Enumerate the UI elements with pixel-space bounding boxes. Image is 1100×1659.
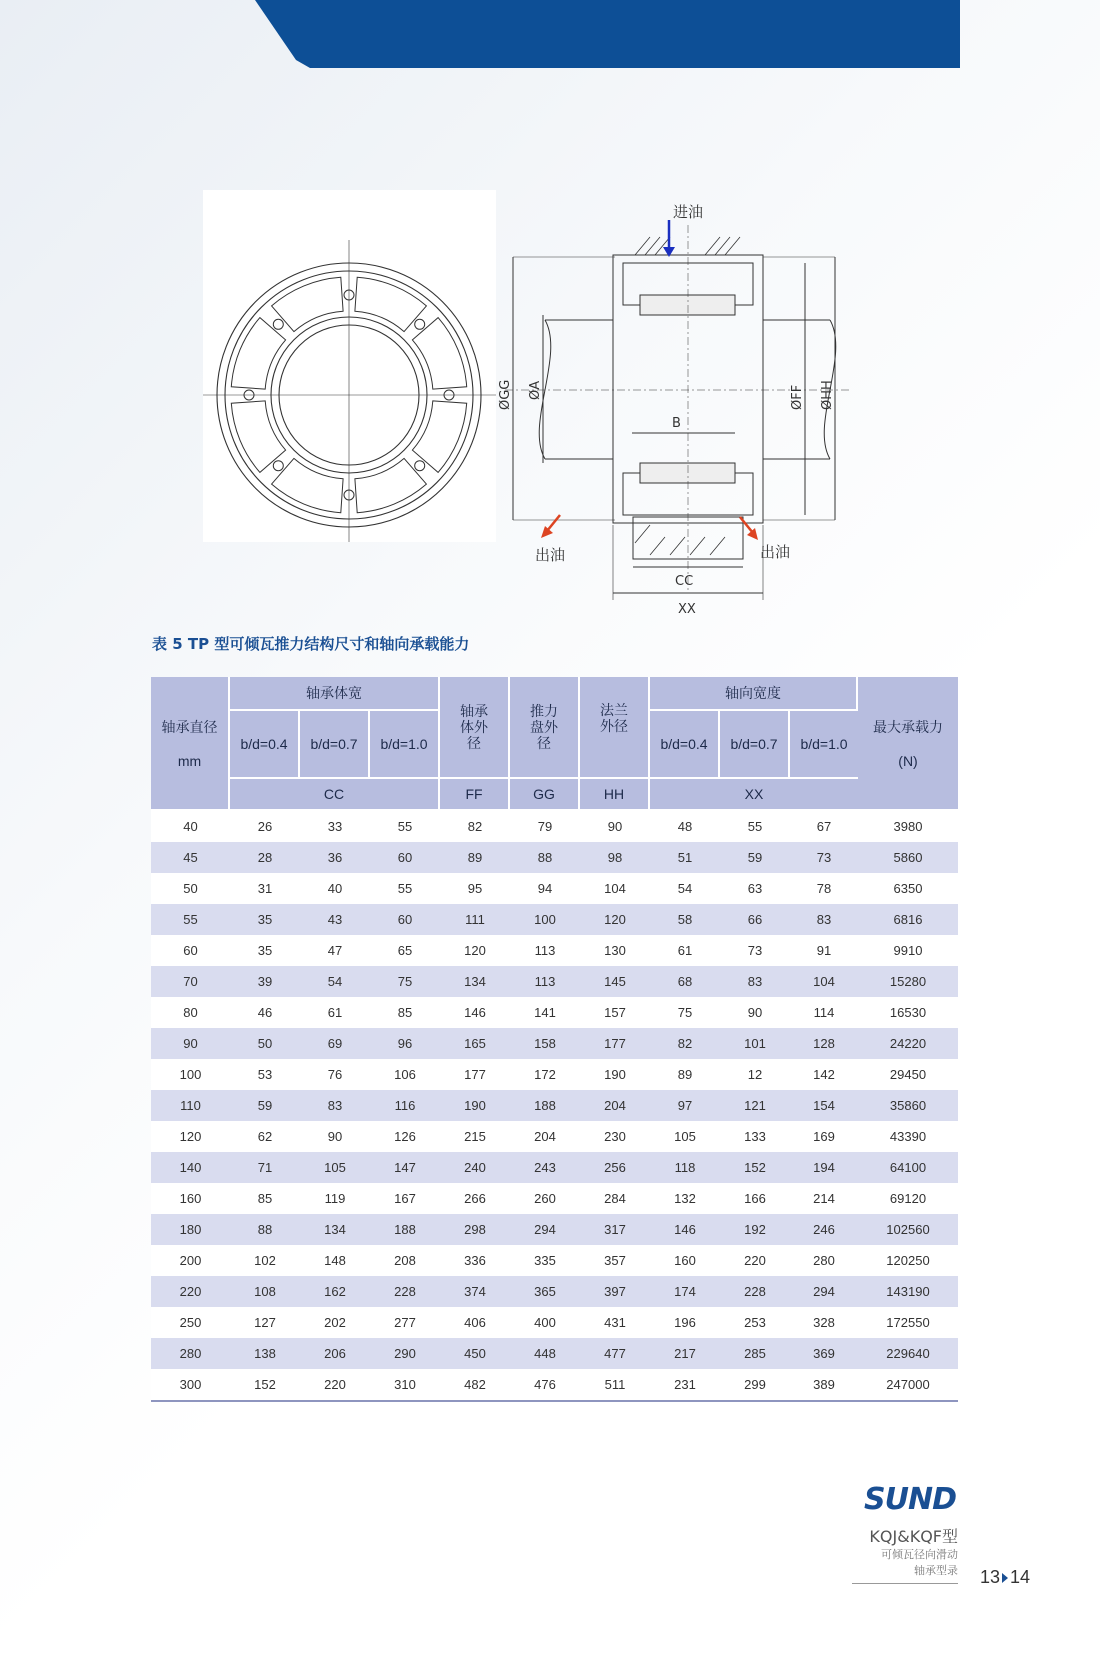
table-cell: 188	[370, 1214, 440, 1245]
header-bd-04: b/d=0.4	[230, 711, 300, 779]
table-cell: 5860	[858, 842, 958, 873]
table-cell: 75	[650, 997, 720, 1028]
bearing-front-view	[203, 190, 496, 542]
table-cell: 55	[151, 904, 230, 935]
table-cell: 482	[440, 1369, 510, 1402]
table-cell: 47	[300, 935, 370, 966]
table-cell: 167	[370, 1183, 440, 1214]
dim-a: ØA	[528, 380, 543, 400]
dim-gg: ØGG	[498, 379, 513, 410]
header-thrust-disc: 推力盘外径	[510, 677, 580, 779]
table-cell: 85	[370, 997, 440, 1028]
table-cell: 79	[510, 811, 580, 842]
table-cell: 230	[580, 1121, 650, 1152]
table-cell: 55	[370, 873, 440, 904]
table-cell: 294	[790, 1276, 858, 1307]
tilting-pad	[231, 318, 285, 390]
table-cell: 208	[370, 1245, 440, 1276]
table-cell: 266	[440, 1183, 510, 1214]
header-ff: FF	[440, 779, 510, 811]
table-cell: 121	[720, 1090, 790, 1121]
table-cell: 28	[230, 842, 300, 873]
tilting-pad	[272, 277, 344, 331]
table-row	[151, 1090, 958, 1121]
brand-subtitle-2: 轴承型录	[914, 1564, 958, 1577]
table-cell: 290	[370, 1338, 440, 1369]
table-cell: 96	[370, 1028, 440, 1059]
dim-b: B	[672, 416, 681, 431]
table-cell: 190	[580, 1059, 650, 1090]
table-row	[151, 873, 958, 904]
table-cell: 243	[510, 1152, 580, 1183]
table-cell: 35	[230, 904, 300, 935]
table-cell: 400	[510, 1307, 580, 1338]
table-cell: 78	[790, 873, 858, 904]
table-cell: 116	[370, 1090, 440, 1121]
table-cell: 140	[151, 1152, 230, 1183]
table-cell: 43	[300, 904, 370, 935]
table-cell: 60	[370, 904, 440, 935]
table-cell: 36	[300, 842, 370, 873]
table-row	[151, 1028, 958, 1059]
table-cell: 83	[720, 966, 790, 997]
spec-table	[151, 677, 958, 1402]
table-cell: 82	[440, 811, 510, 842]
table-cell: 300	[151, 1369, 230, 1402]
table-cell: 53	[230, 1059, 300, 1090]
table-cell: 192	[720, 1214, 790, 1245]
table-cell: 16530	[858, 997, 958, 1028]
table-cell: 114	[790, 997, 858, 1028]
table-cell: 60	[370, 842, 440, 873]
header-bd-10: b/d=1.0	[370, 711, 440, 779]
table-cell: 141	[510, 997, 580, 1028]
table-cell: 369	[790, 1338, 858, 1369]
table-cell: 90	[151, 1028, 230, 1059]
table-cell: 63	[720, 873, 790, 904]
table-cell: 61	[650, 935, 720, 966]
table-cell: 119	[300, 1183, 370, 1214]
table-cell: 60	[151, 935, 230, 966]
table-cell: 247000	[858, 1369, 958, 1402]
header-xx: XX	[650, 779, 858, 811]
table-cell: 188	[510, 1090, 580, 1121]
table-cell: 132	[650, 1183, 720, 1214]
table-cell: 174	[650, 1276, 720, 1307]
tilting-pad	[412, 401, 466, 473]
table-cell: 220	[151, 1276, 230, 1307]
table-cell: 64100	[858, 1152, 958, 1183]
table-cell: 31	[230, 873, 300, 904]
table-cell: 196	[650, 1307, 720, 1338]
table-cell: 110	[151, 1090, 230, 1121]
table-cell: 120	[580, 904, 650, 935]
pivot-pin	[273, 461, 283, 471]
table-cell: 214	[790, 1183, 858, 1214]
dim-hh: ØHH	[820, 380, 835, 410]
table-cell: 134	[300, 1214, 370, 1245]
table-row	[151, 1338, 958, 1369]
oil-out-right-label: 出油	[760, 543, 791, 561]
table-cell: 12	[720, 1059, 790, 1090]
sund-logo	[818, 1482, 958, 1517]
page-number	[980, 1567, 1030, 1588]
table-cell: 406	[440, 1307, 510, 1338]
dim-ff: ØFF	[790, 384, 805, 410]
dim-cc: CC	[675, 574, 694, 589]
table-cell: 94	[510, 873, 580, 904]
table-cell: 88	[510, 842, 580, 873]
table-cell: 397	[580, 1276, 650, 1307]
table-cell: 160	[650, 1245, 720, 1276]
table-cell: 146	[440, 997, 510, 1028]
table-cell: 58	[650, 904, 720, 935]
table-cell: 374	[440, 1276, 510, 1307]
table-row	[151, 1307, 958, 1338]
table-cell: 260	[510, 1183, 580, 1214]
table-cell: 157	[580, 997, 650, 1028]
table-cell: 147	[370, 1152, 440, 1183]
table-cell: 172550	[858, 1307, 958, 1338]
oil-out-left-label: 出油	[535, 546, 566, 564]
table-cell: 285	[720, 1338, 790, 1369]
table-cell: 105	[650, 1121, 720, 1152]
table-cell: 228	[370, 1276, 440, 1307]
table-row	[151, 1369, 958, 1402]
table-cell: 75	[370, 966, 440, 997]
table-cell: 142	[790, 1059, 858, 1090]
table-cell: 6350	[858, 873, 958, 904]
table-cell: 476	[510, 1369, 580, 1402]
table-cell: 160	[151, 1183, 230, 1214]
table-cell: 66	[720, 904, 790, 935]
table-cell: 148	[300, 1245, 370, 1276]
table-cell: 180	[151, 1214, 230, 1245]
pivot-pin	[273, 319, 283, 329]
table-cell: 172	[510, 1059, 580, 1090]
table-cell: 50	[151, 873, 230, 904]
table-cell: 511	[580, 1369, 650, 1402]
table-cell: 98	[580, 842, 650, 873]
table-cell: 3980	[858, 811, 958, 842]
table-cell: 448	[510, 1338, 580, 1369]
table-cell: 133	[720, 1121, 790, 1152]
table-cell: 90	[300, 1121, 370, 1152]
table-cell: 166	[720, 1183, 790, 1214]
pivot-pin	[415, 461, 425, 471]
table-cell: 165	[440, 1028, 510, 1059]
table-cell: 335	[510, 1245, 580, 1276]
header-hh: HH	[580, 779, 650, 811]
table-cell: 55	[720, 811, 790, 842]
table-cell: 102560	[858, 1214, 958, 1245]
header-body-width: 轴承体宽	[230, 677, 440, 711]
table-cell: 284	[580, 1183, 650, 1214]
table-cell: 294	[510, 1214, 580, 1245]
table-cell: 101	[720, 1028, 790, 1059]
table-cell: 100	[151, 1059, 230, 1090]
table-cell: 69	[300, 1028, 370, 1059]
table-cell: 120250	[858, 1245, 958, 1276]
table-cell: 154	[790, 1090, 858, 1121]
table-row	[151, 966, 958, 997]
table-cell: 130	[580, 935, 650, 966]
table-cell: 317	[580, 1214, 650, 1245]
table-cell: 85	[230, 1183, 300, 1214]
page-arrow-icon	[1002, 1573, 1008, 1583]
table-cell: 89	[440, 842, 510, 873]
dim-xx: XX	[678, 602, 696, 617]
table-cell: 73	[720, 935, 790, 966]
header-bd-07: b/d=0.7	[300, 711, 370, 779]
table-cell: 9910	[858, 935, 958, 966]
table-cell: 50	[230, 1028, 300, 1059]
table-cell: 35860	[858, 1090, 958, 1121]
brand-subtitle-1: 可倾瓦径向滑动	[881, 1548, 958, 1561]
table-cell: 55	[370, 811, 440, 842]
header-body-od: 轴承体外径	[440, 677, 510, 779]
top-banner	[0, 0, 960, 68]
table-cell: 229640	[858, 1338, 958, 1369]
table-cell: 73	[790, 842, 858, 873]
table-cell: 200	[151, 1245, 230, 1276]
table-cell: 126	[370, 1121, 440, 1152]
table-cell: 26	[230, 811, 300, 842]
table-row	[151, 811, 958, 842]
table-cell: 118	[650, 1152, 720, 1183]
table-cell: 40	[300, 873, 370, 904]
table-cell: 39	[230, 966, 300, 997]
table-cell: 206	[300, 1338, 370, 1369]
table-cell: 40	[151, 811, 230, 842]
table-row	[151, 842, 958, 873]
header-cc: CC	[230, 779, 440, 811]
table-row	[151, 997, 958, 1028]
table-cell: 67	[790, 811, 858, 842]
table-cell: 89	[650, 1059, 720, 1090]
table-cell: 128	[790, 1028, 858, 1059]
table-cell: 15280	[858, 966, 958, 997]
table-title: 表 5 TP 型可倾瓦推力结构尺寸和轴向承载能力	[152, 635, 470, 653]
table-cell: 365	[510, 1276, 580, 1307]
table-cell: 146	[650, 1214, 720, 1245]
table-row	[151, 1183, 958, 1214]
table-cell: 71	[230, 1152, 300, 1183]
table-cell: 113	[510, 966, 580, 997]
table-cell: 138	[230, 1338, 300, 1369]
table-body	[151, 811, 958, 1402]
table-cell: 228	[720, 1276, 790, 1307]
header-xx-bd-07: b/d=0.7	[720, 711, 790, 779]
table-cell: 80	[151, 997, 230, 1028]
table-cell: 298	[440, 1214, 510, 1245]
tilting-pad	[355, 458, 427, 512]
table-cell: 328	[790, 1307, 858, 1338]
table-cell: 357	[580, 1245, 650, 1276]
table-cell: 194	[790, 1152, 858, 1183]
table-cell: 477	[580, 1338, 650, 1369]
table-cell: 91	[790, 935, 858, 966]
table-cell: 105	[300, 1152, 370, 1183]
table-cell: 90	[580, 811, 650, 842]
table-cell: 29450	[858, 1059, 958, 1090]
table-row	[151, 935, 958, 966]
tilting-pad	[412, 318, 466, 390]
table-cell: 102	[230, 1245, 300, 1276]
table-cell: 204	[510, 1121, 580, 1152]
table-cell: 152	[720, 1152, 790, 1183]
table-cell: 177	[580, 1028, 650, 1059]
table-cell: 54	[300, 966, 370, 997]
table-cell: 177	[440, 1059, 510, 1090]
tilting-pad	[231, 401, 285, 473]
page-left: 13	[980, 1567, 1001, 1587]
table-cell: 48	[650, 811, 720, 842]
table-cell: 204	[580, 1090, 650, 1121]
table-cell: 97	[650, 1090, 720, 1121]
table-cell: 104	[580, 873, 650, 904]
table-cell: 145	[580, 966, 650, 997]
table-row	[151, 1152, 958, 1183]
table-cell: 169	[790, 1121, 858, 1152]
table-cell: 108	[230, 1276, 300, 1307]
table-cell: 61	[300, 997, 370, 1028]
table-cell: 215	[440, 1121, 510, 1152]
header-xx-bd-10: b/d=1.0	[790, 711, 858, 779]
table-cell: 82	[650, 1028, 720, 1059]
tilting-pad	[272, 458, 344, 512]
table-cell: 45	[151, 842, 230, 873]
table-cell: 190	[440, 1090, 510, 1121]
table-cell: 220	[300, 1369, 370, 1402]
table-cell: 250	[151, 1307, 230, 1338]
table-cell: 280	[790, 1245, 858, 1276]
table-cell: 310	[370, 1369, 440, 1402]
table-cell: 240	[440, 1152, 510, 1183]
table-row	[151, 1276, 958, 1307]
header-max-load: 最大承载力 (N)	[858, 677, 958, 811]
table-cell: 450	[440, 1338, 510, 1369]
pivot-pin	[415, 319, 425, 329]
table-cell: 83	[790, 904, 858, 935]
table-cell: 256	[580, 1152, 650, 1183]
header-xx-bd-04: b/d=0.4	[650, 711, 720, 779]
table-cell: 202	[300, 1307, 370, 1338]
header-flange: 法兰外径	[580, 677, 650, 779]
table-cell: 70	[151, 966, 230, 997]
table-cell: 51	[650, 842, 720, 873]
table-cell: 220	[720, 1245, 790, 1276]
table-cell: 68	[650, 966, 720, 997]
table-cell: 6816	[858, 904, 958, 935]
tilting-pad	[355, 277, 427, 331]
table-cell: 162	[300, 1276, 370, 1307]
header-diameter: 轴承直径 mm	[151, 677, 230, 811]
table-cell: 43390	[858, 1121, 958, 1152]
table-cell: 104	[790, 966, 858, 997]
table-cell: 158	[510, 1028, 580, 1059]
table-row	[151, 1245, 958, 1276]
table-cell: 59	[230, 1090, 300, 1121]
table-cell: 46	[230, 997, 300, 1028]
table-cell: 95	[440, 873, 510, 904]
table-cell: 280	[151, 1338, 230, 1369]
table-cell: 134	[440, 966, 510, 997]
table-cell: 90	[720, 997, 790, 1028]
table-cell: 113	[510, 935, 580, 966]
table-cell: 246	[790, 1214, 858, 1245]
table-row	[151, 1121, 958, 1152]
table-cell: 62	[230, 1121, 300, 1152]
brand-model: KQJ&KQF型	[869, 1527, 958, 1546]
table-cell: 431	[580, 1307, 650, 1338]
table-cell: 231	[650, 1369, 720, 1402]
table-cell: 120	[440, 935, 510, 966]
table-cell: 299	[720, 1369, 790, 1402]
table-cell: 143190	[858, 1276, 958, 1307]
svg-text:SUND: SUND	[864, 1482, 956, 1517]
table-cell: 83	[300, 1090, 370, 1121]
page-right: 14	[1010, 1567, 1031, 1587]
bearing-section-view	[498, 195, 905, 625]
table-cell: 24220	[858, 1028, 958, 1059]
table-cell: 59	[720, 842, 790, 873]
table-cell: 35	[230, 935, 300, 966]
header-axial-width: 轴向宽度	[650, 677, 858, 711]
table-row	[151, 1059, 958, 1090]
table-cell: 54	[650, 873, 720, 904]
table-row	[151, 904, 958, 935]
table-cell: 100	[510, 904, 580, 935]
table-cell: 152	[230, 1369, 300, 1402]
table-cell: 253	[720, 1307, 790, 1338]
oil-in-label: 进油	[673, 203, 704, 221]
table-cell: 389	[790, 1369, 858, 1402]
table-cell: 88	[230, 1214, 300, 1245]
table-cell: 217	[650, 1338, 720, 1369]
table-cell: 120	[151, 1121, 230, 1152]
table-cell: 106	[370, 1059, 440, 1090]
table-cell: 65	[370, 935, 440, 966]
table-cell: 336	[440, 1245, 510, 1276]
table-cell: 33	[300, 811, 370, 842]
table-row	[151, 1214, 958, 1245]
table-cell: 127	[230, 1307, 300, 1338]
table-cell: 111	[440, 904, 510, 935]
header-gg: GG	[510, 779, 580, 811]
footer-divider	[852, 1583, 958, 1584]
table-cell: 277	[370, 1307, 440, 1338]
table-cell: 69120	[858, 1183, 958, 1214]
table-cell: 76	[300, 1059, 370, 1090]
